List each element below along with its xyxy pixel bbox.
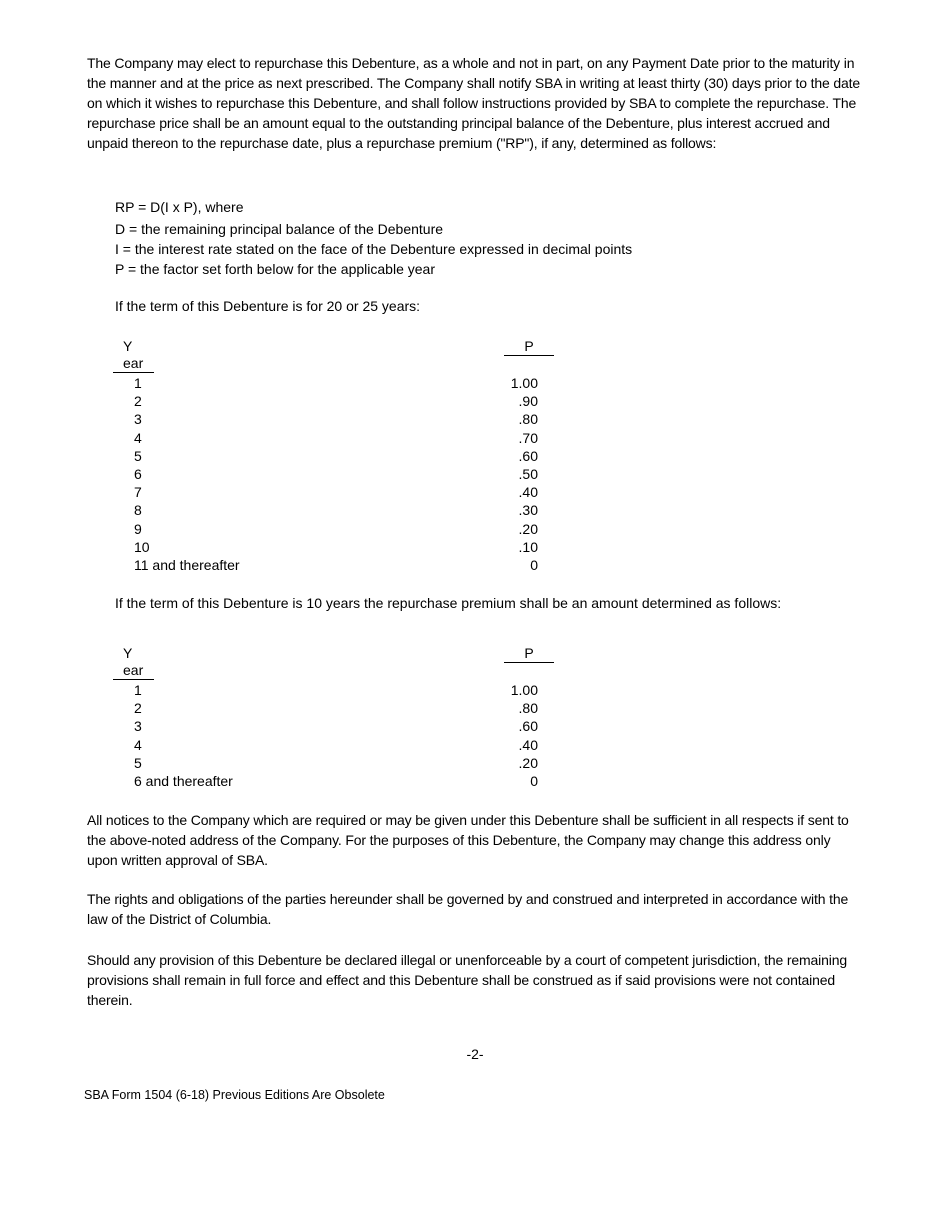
year-cell: 3 <box>134 411 142 428</box>
factor-cell: 1.00 <box>510 375 538 391</box>
year-cell: 5 <box>134 447 142 464</box>
table-10-p-header: P <box>504 645 554 663</box>
table-10 <box>113 645 555 789</box>
table-row <box>113 681 555 699</box>
table-row <box>113 699 555 717</box>
factor-cell: .50 <box>518 465 538 482</box>
year-cell: 9 <box>134 520 142 537</box>
governing-law-paragraph: The rights and obligations of the parties hereunder shall be governed by and construed and interpreted in accordance with the law of the District of Columbia. <box>87 891 849 927</box>
severability-paragraph: Should any provision of this Debenture be declared illegal or unenforceable by a court of competent jurisdiction, the remaining provisions shall remain in full force and effect and this Debenture shall be construed as if said provisions were not contained therein. <box>87 952 847 1008</box>
year-cell: 6 and thereafter <box>134 772 233 789</box>
year-cell: 1 <box>134 375 142 391</box>
year-cell: 2 <box>134 700 142 717</box>
table-row <box>113 447 555 465</box>
year-cell: 1 <box>134 682 142 698</box>
table-row <box>113 483 555 501</box>
table-20-25-year-header: Y ear <box>113 338 154 373</box>
factor-cell: 0 <box>530 772 538 789</box>
table-row <box>113 410 555 428</box>
table-10-intro: If the term of this Debenture is 10 years the repurchase premium shall be an amount determined as follows: <box>115 595 782 611</box>
factor-cell: .90 <box>518 393 538 410</box>
year-cell: 4 <box>134 736 142 753</box>
factor-cell: 1.00 <box>510 682 538 698</box>
table-10-rows <box>113 681 555 790</box>
factor-cell: .40 <box>518 736 538 753</box>
table-row <box>113 538 555 556</box>
repurchase-paragraph: The Company may elect to repurchase this Debenture, as a whole and not in part, on any Payment Date prior to the maturity in the manner and at the price as next prescribed. The Company shall notify SBA in writing at least thirty (30) days prior to the date on which it wishes to repurchase this Debenture, and shall follow instructions provided by SBA to complete the repurchase. The repurchase price shall be an amount equal to the outstanding principal balance of the Debenture, plus interest accrued and unpaid thereon to the repurchase date, plus a repurchase premium ("RP"), if any, determined as follows: <box>87 55 861 151</box>
factor-cell: 0 <box>530 556 538 573</box>
page-number: -2- <box>466 1046 484 1062</box>
year-cell: 4 <box>134 429 142 446</box>
year-cell: 10 <box>134 538 150 555</box>
table-row <box>113 501 555 519</box>
table-row <box>113 556 555 574</box>
factor-cell: .30 <box>518 502 538 519</box>
formula-block <box>115 197 632 279</box>
table-row <box>113 754 555 772</box>
table-20-25-intro: If the term of this Debenture is for 20 or 25 years: <box>115 298 421 314</box>
table-row <box>113 465 555 483</box>
year-cell: 3 <box>134 718 142 735</box>
table-row <box>113 520 555 538</box>
table-20-25 <box>113 338 555 573</box>
factor-cell: .20 <box>518 754 538 771</box>
table-20-25-p-header: P <box>504 338 554 356</box>
factor-cell: .10 <box>518 538 538 555</box>
table-row <box>113 736 555 754</box>
factor-cell: .70 <box>518 429 538 446</box>
factor-cell: .40 <box>518 484 538 501</box>
table-10-year-header: Y ear <box>113 645 154 680</box>
notices-paragraph: All notices to the Company which are required or may be given under this Debenture shall be sufficient in all respects if sent to the above-noted address of the Company. For the purposes of this Debenture, the Company may change this address only upon written approval of SBA. <box>87 812 849 868</box>
form-footer: SBA Form 1504 (6-18) Previous Editions Are Obsolete <box>84 1088 385 1102</box>
formula-i: I = the interest rate stated on the face of the Debenture expressed in decimal points <box>115 241 633 257</box>
factor-cell: .80 <box>518 411 538 428</box>
year-cell: 6 <box>134 465 142 482</box>
table-20-25-rows <box>113 374 555 574</box>
formula-rp: RP = D(I x P), where <box>115 199 244 215</box>
factor-cell: .60 <box>518 447 538 464</box>
table-row <box>113 772 555 790</box>
formula-d: D = the remaining principal balance of the Debenture <box>115 221 444 237</box>
table-row <box>113 392 555 410</box>
year-cell: 2 <box>134 393 142 410</box>
table-row <box>113 374 555 392</box>
year-cell: 11 and thereafter <box>134 556 240 573</box>
factor-cell: .60 <box>518 718 538 735</box>
table-row <box>113 717 555 735</box>
year-cell: 7 <box>134 484 142 501</box>
year-cell: 8 <box>134 502 142 519</box>
formula-p: P = the factor set forth below for the applicable year <box>115 261 435 277</box>
table-row <box>113 429 555 447</box>
factor-cell: .80 <box>518 700 538 717</box>
year-cell: 5 <box>134 754 142 771</box>
factor-cell: .20 <box>518 520 538 537</box>
